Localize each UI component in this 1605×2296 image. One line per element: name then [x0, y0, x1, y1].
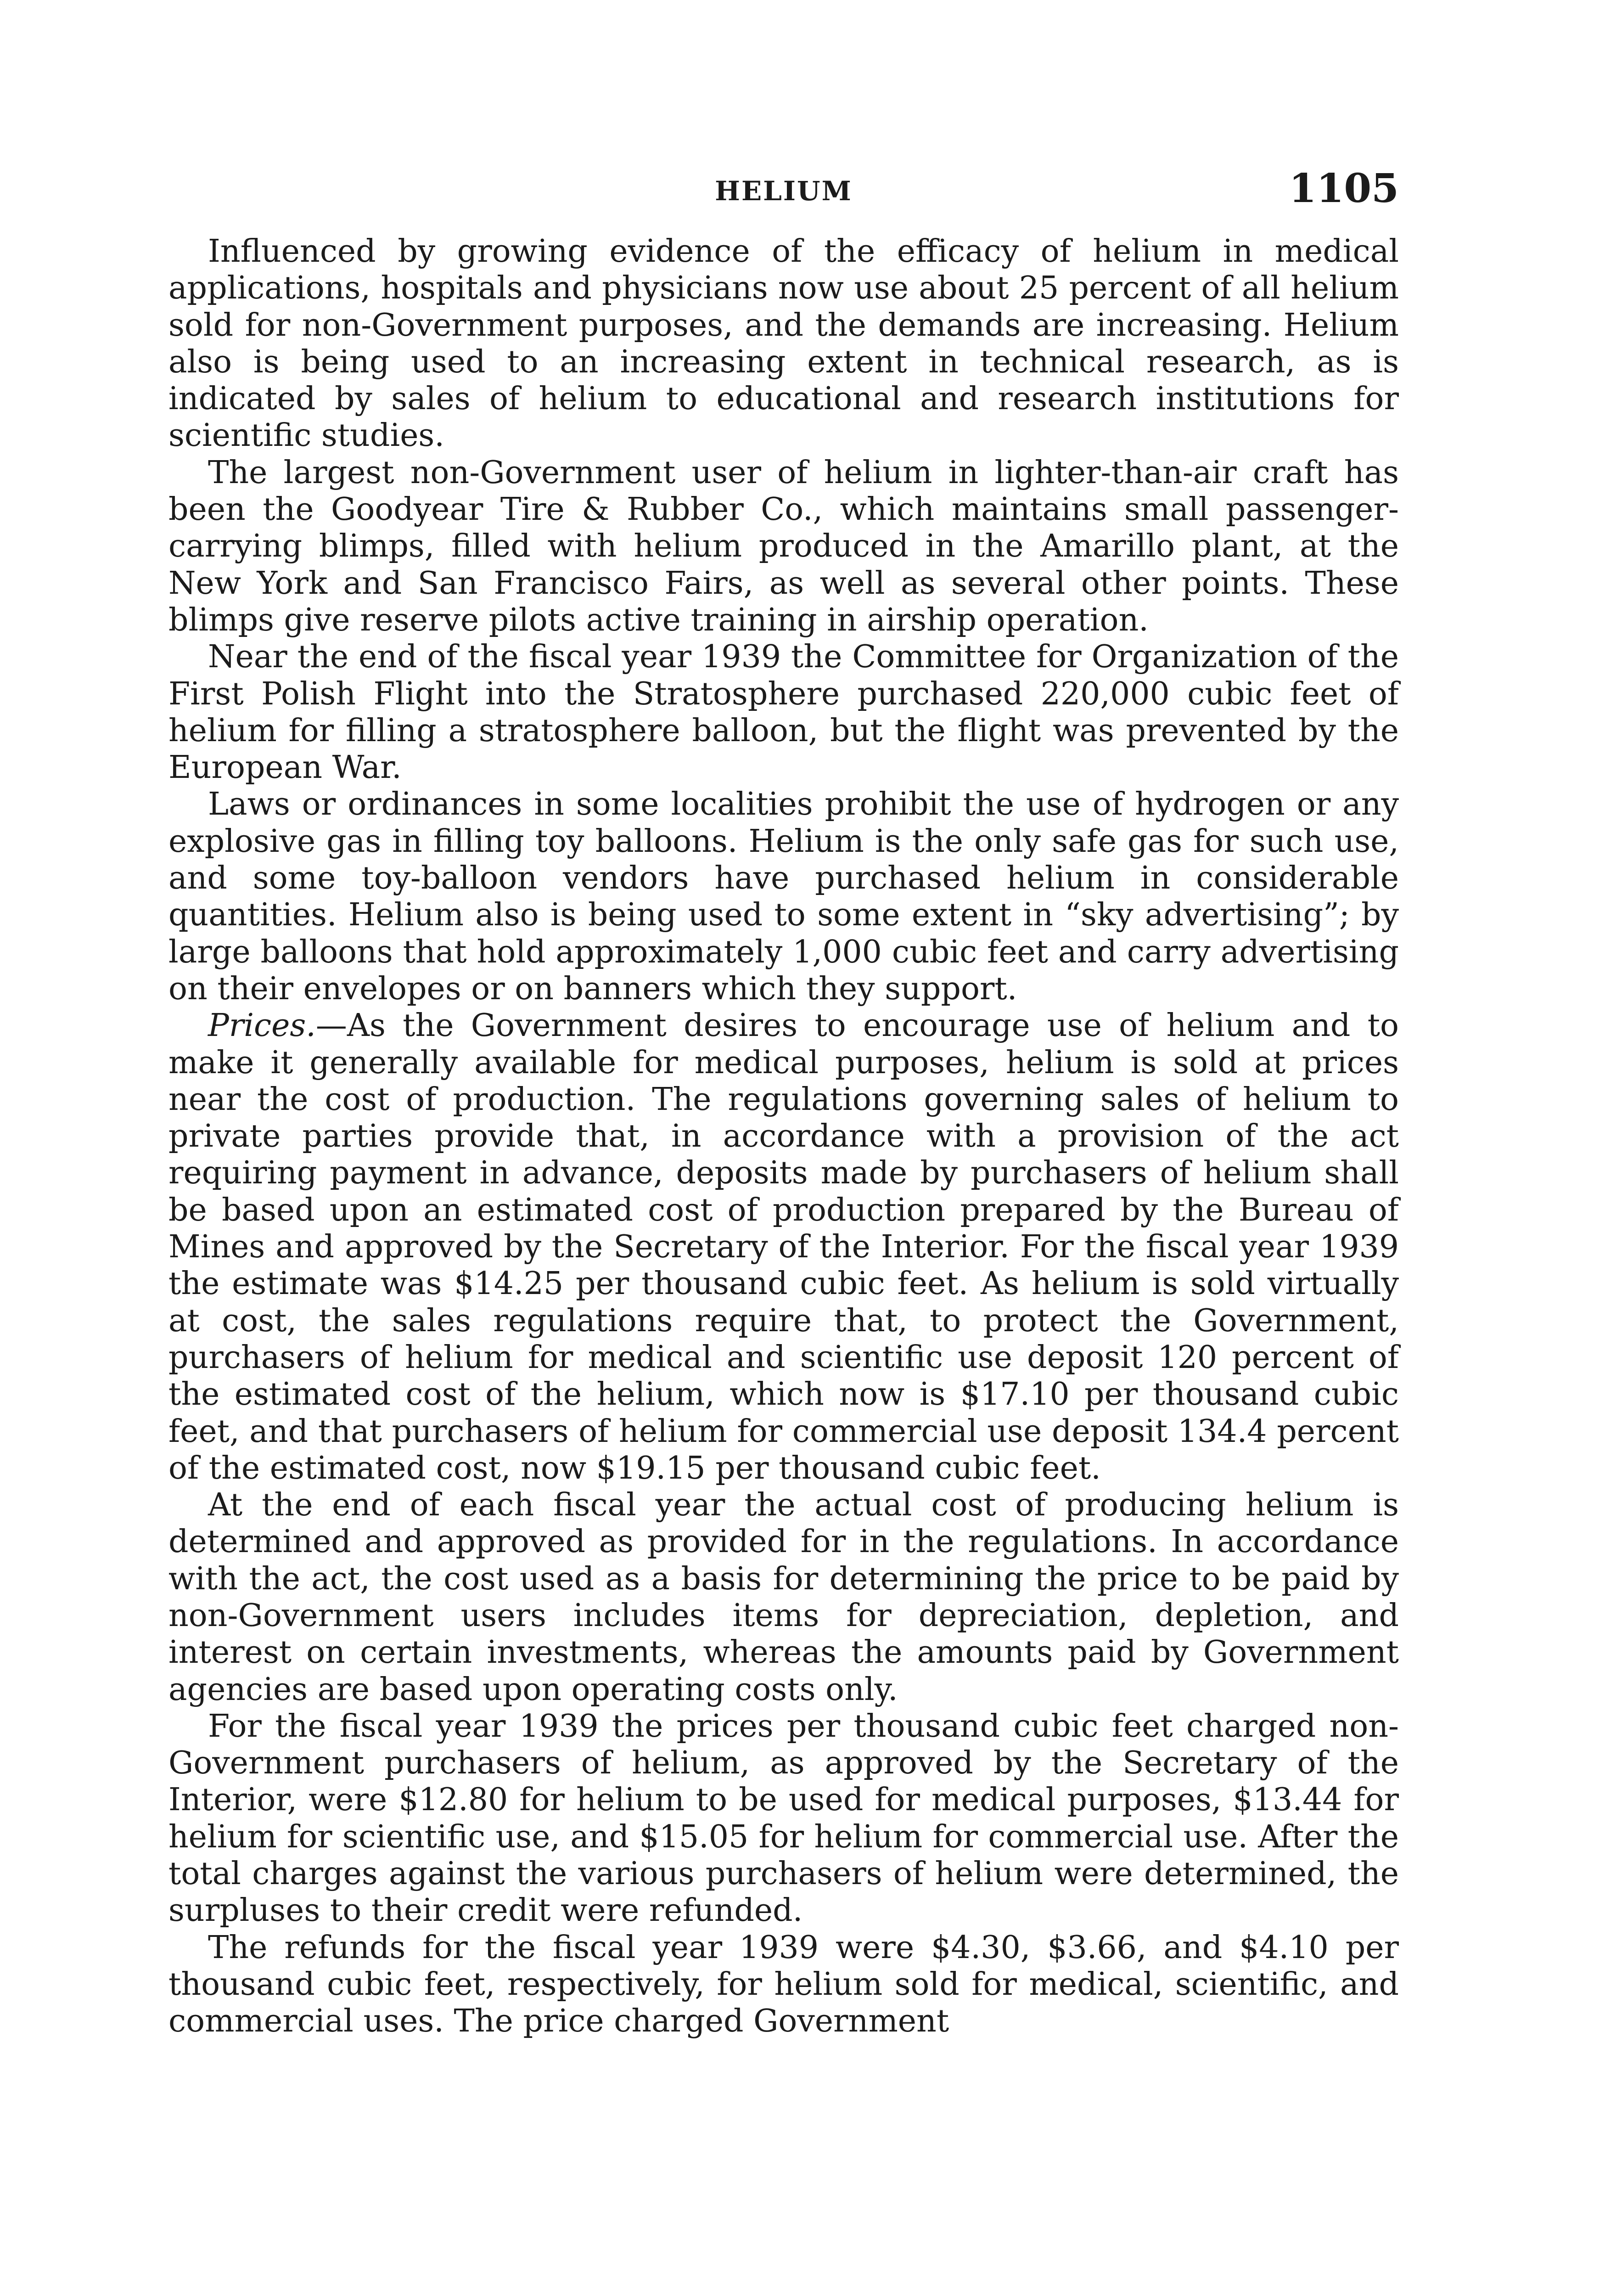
- prices-text: As the Government desires to encourage use of helium and to make it generally available for medical purposes, helium is sold at prices near the cost of production. The regulations governing sales of helium to private parties provide that, in accordance with a provision of the act requiring payment in advance, deposits made by purchasers of helium shall be based upon an estimated cost of production prepared by the Bureau of Mines and approved by the Secretary of the Interior. For the fiscal year 1939 the estimate was $14.25 per thousand cubic feet. As helium is sold virtually at cost, the sales regulations require that, to protect the Government, purchasers of helium for medical and scientific use deposit 120 percent of the estimated cost of the helium, which now is $17.10 per thousand cubic feet, and that purchasers of helium for commercial use deposit 134.4 percent of the estimated cost, now $19.15 per thousand cubic feet.: [168, 1007, 1399, 1486]
- paragraph-toy-balloons: Laws or ordinances in some localities prohibit the use of hydrogen or any explosive gas in filling toy balloons. Helium is the only safe gas for such use, and some toy-balloon vendors have purchased helium in considerable quantities. Helium also is being used to some extent in “sky advertising”; by large balloons that hold approximately 1,000 cubic feet and carry advertising on their envelopes or on banners which they support.: [168, 786, 1399, 1007]
- paragraph-prices: [168, 1007, 1399, 1487]
- running-head: [168, 165, 1399, 216]
- prices-side-head: Prices.: [208, 1007, 316, 1044]
- running-title: HELIUM: [715, 175, 853, 207]
- paragraph-goodyear-blimps: The largest non-Government user of helium in lighter-than-air craft has been the Goodyear Tire & Rubber Co., which maintains small passenger-carrying blimps, filled with helium produced in the Amarillo plant, at the New York and San Francisco Fairs, as well as several other points. These blimps give reserve pilots active training in airship operation.: [168, 454, 1399, 638]
- prices-dash: —: [315, 1007, 347, 1044]
- page-number: 1105: [1289, 165, 1399, 212]
- paragraph-polish-stratosphere-flight: Near the end of the fiscal year 1939 the Committee for Organization of the First Polish Flight into the Stratosphere purchased 220,000 cubic feet of helium for filling a stratosphere balloon, but the flight was prevented by the European War.: [168, 639, 1399, 786]
- paragraph-1939-prices: For the fiscal year 1939 the prices per thousand cubic feet charged non-Government purchasers of helium, as approved by the Secretary of the Interior, were $12.80 for helium to be used for medical purposes, $13.44 for helium for scientific use, and $15.05 for helium for commercial use. After the total charges against the various purchasers of helium were determined, the surpluses to their credit were refunded.: [168, 1708, 1399, 1929]
- body-text: [168, 233, 1399, 2040]
- paragraph-refunds: The refunds for the fiscal year 1939 were $4.30, $3.66, and $4.10 per thousand cubic feet, respectively, for helium sold for medical, scientific, and commercial uses. The price charged Government: [168, 1929, 1399, 2040]
- paragraph-fiscal-year-cost: At the end of each fiscal year the actual cost of producing helium is determined and approved as provided for in the regulations. In accordance with the act, the cost used as a basis for determining the price to be paid by non-Government users includes items for depreciation, depletion, and interest on certain investments, whereas the amounts paid by Government agencies are based upon operating costs only.: [168, 1487, 1399, 1708]
- paragraph-medical-applications: Influenced by growing evidence of the efficacy of helium in medical applications, hospitals and physicians now use about 25 percent of all helium sold for non-Government purposes, and the demands are increasing. Helium also is being used to an increasing extent in technical research, as is indicated by sales of helium to educational and research institutions for scientific studies.: [168, 233, 1399, 454]
